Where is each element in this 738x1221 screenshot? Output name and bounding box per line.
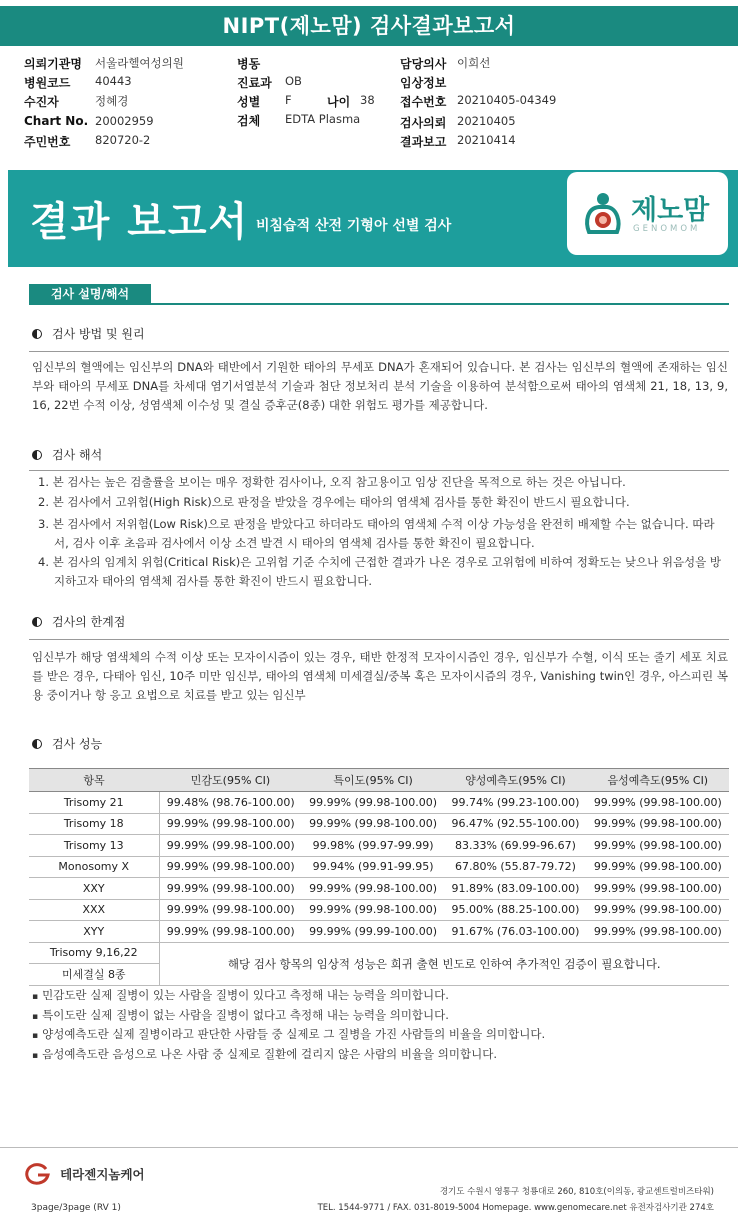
table-cell: 99.99% (99.98-100.00) [159, 856, 302, 878]
table-cell: 67.80% (55.87-79.72) [444, 856, 586, 878]
info-value: F [285, 93, 292, 107]
info-label: 병동 [237, 57, 261, 71]
table-cell: 99.99% (99.98-100.00) [159, 899, 302, 921]
footer-contact: TEL. 1544-9771 / FAX. 031-8019-5004 Homepage. www.genomecare.net 유전자검사기관 274호 [317, 1203, 714, 1213]
table-cell: 99.99% (99.98-100.00) [587, 921, 729, 943]
note-item: ▪ 특이도란 실제 질병이 없는 사람을 질병이 없다고 측정해 내는 능력을 의미합니다. [32, 1006, 728, 1026]
method-text: 임신부의 혈액에는 임신부의 DNA와 태반에서 기원한 태아의 무세포 DNA가 혼재되어 있습니다. 본 검사는 임신부의 혈액에 존재하는 임신부와 태아의 무세포 DNA를 차세대 염기서열분석 기술과 첨단 정보처리 분석 기술을 이용하여 분석함으로써 태아의 염색체 21, 18, 13, 9, 16, 22번 수적 이상, 성염색체 이수성 및 결실 증후군(8종) 대한 위험도 평가를 제공합니다. [32, 360, 728, 412]
genomom-logo [567, 172, 728, 255]
column-header: 민감도(95% CI) [159, 769, 302, 792]
table-cell: 99.99% (99.98-100.00) [302, 792, 444, 814]
list-item: 4. 본 검사의 임계치 위험(Critical Risk)은 고위험 기준 수치에 근접한 결과가 나온 경우로 고위험에 비하여 정확도는 낮으나 위음성을 방지하고자 태아의 염색체 검사를 통한 확진이 반드시 필요합니다. [38, 555, 722, 588]
table-cell: Trisomy 13 [29, 835, 159, 857]
list-item: 2. 본 검사에서 고위험(High Risk)으로 판정을 받았을 경우에는 태아의 염색체 검사를 통한 확진이 반드시 필요합니다. [38, 495, 630, 509]
info-label: 검사의뢰 [400, 116, 447, 130]
company-name: 테라젠지놈케어 [60, 1167, 145, 1182]
result-banner [8, 170, 738, 267]
divider [29, 351, 729, 352]
definition-notes [32, 986, 728, 1064]
column-header: 음성예측도(95% CI) [587, 769, 729, 792]
table-row [29, 835, 729, 857]
theragen-logo-icon [24, 1163, 52, 1185]
section-divider [29, 303, 729, 305]
info-value-age: 38 [360, 93, 375, 107]
list-item: 1. 본 검사는 높은 검출률을 보이는 매우 정확한 검사이나, 오직 참고용이고 임상 진단을 목적으로 하는 것은 아닙니다. [38, 475, 626, 489]
banner-title: 결과 보고서 [30, 199, 250, 245]
half-circle-icon [32, 450, 42, 460]
info-value: 정혜경 [95, 94, 129, 108]
divider [29, 470, 729, 471]
table-cell: Trisomy 21 [29, 792, 159, 814]
table-row [29, 878, 729, 900]
logo-subtext: GENOMOM [633, 224, 701, 234]
table-cell: 99.99% (99.98-100.00) [587, 878, 729, 900]
info-value: 20210405-04349 [457, 93, 557, 107]
info-label: 접수번호 [400, 95, 447, 109]
table-cell: XXX [29, 899, 159, 921]
table-cell: 95.00% (88.25-100.00) [444, 899, 586, 921]
table-header-row [29, 769, 729, 792]
info-value: 20002959 [95, 114, 154, 128]
note-item: ▪ 민감도란 실제 질병이 있는 사람을 질병이 있다고 측정해 내는 능력을 의미합니다. [32, 986, 728, 1006]
table-cell: 99.98% (99.97-99.99) [302, 835, 444, 857]
info-label: Chart No. [24, 114, 89, 128]
limitations-heading: 검사의 한계점 [32, 613, 125, 630]
info-label-age: 나이 [327, 95, 351, 109]
table-row [29, 899, 729, 921]
table-cell: 96.47% (92.55-100.00) [444, 813, 586, 835]
half-circle-icon [32, 739, 42, 749]
performance-table [29, 768, 729, 986]
info-value: 820720-2 [95, 133, 151, 147]
table-row [29, 942, 729, 964]
info-label: 의뢰기관명 [24, 57, 82, 71]
table-cell: 99.99% (99.99-100.00) [302, 921, 444, 943]
list-item: 3. 본 검사에서 저위험(Low Risk)으로 판정을 받았다고 하더라도 태아의 염색체 수적 이상 가능성을 완전히 배제할 수는 없습니다. 따라서, 검사 이후 초음파 검사에서 이상 소견 발견 시 태아의 염색체 검사를 통한 확진이 필요합니다. [38, 517, 715, 550]
column-header: 항목 [29, 769, 159, 792]
info-label: 담당의사 [400, 57, 447, 71]
table-row [29, 856, 729, 878]
table-cell: Monosomy X [29, 856, 159, 878]
table-cell: 83.33% (69.99-96.67) [444, 835, 586, 857]
info-label: 성별 [237, 95, 261, 109]
info-value: 40443 [95, 74, 132, 88]
table-cell: 91.89% (83.09-100.00) [444, 878, 586, 900]
info-value: 20210405 [457, 114, 516, 128]
info-value: OB [285, 74, 302, 88]
report-title: NIPT(제노맘) 검사결과보고서 [0, 6, 738, 46]
table-cell: 99.99% (99.98-100.00) [587, 813, 729, 835]
genomom-mother-icon [583, 192, 623, 236]
page-number: 3page/3page (RV 1) [31, 1203, 121, 1213]
table-cell: 99.99% (99.98-100.00) [587, 792, 729, 814]
table-cell: 99.48% (98.76-100.00) [159, 792, 302, 814]
method-heading: 검사 방법 및 원리 [32, 325, 145, 342]
column-header: 양성예측도(95% CI) [444, 769, 586, 792]
table-cell: 91.67% (76.03-100.00) [444, 921, 586, 943]
info-value: 서울라헬여성의원 [95, 56, 184, 70]
table-cell: Trisomy 18 [29, 813, 159, 835]
logo-text: 제노맘 [631, 195, 710, 226]
table-cell: 99.99% (99.98-100.00) [302, 899, 444, 921]
divider [29, 639, 729, 640]
footer-company-logo [24, 1163, 145, 1187]
table-cell: 99.99% (99.98-100.00) [159, 921, 302, 943]
info-label: 검체 [237, 114, 261, 128]
table-row [29, 792, 729, 814]
footer-divider [0, 1147, 738, 1148]
half-circle-icon [32, 329, 42, 339]
table-cell: 99.99% (99.98-100.00) [302, 813, 444, 835]
table-cell: 99.99% (99.98-100.00) [587, 899, 729, 921]
table-cell: 99.94% (99.91-99.95) [302, 856, 444, 878]
table-cell: 99.99% (99.98-100.00) [587, 835, 729, 857]
half-circle-icon [32, 617, 42, 627]
info-label: 병원코드 [24, 76, 71, 90]
table-cell: 99.99% (99.98-100.00) [159, 878, 302, 900]
table-row [29, 921, 729, 943]
info-value: 이희선 [457, 56, 491, 70]
interpretation-heading: 검사 해석 [32, 446, 102, 463]
section-tab: 검사 설명/해석 [29, 284, 151, 304]
table-cell: 99.99% (99.98-100.00) [587, 856, 729, 878]
info-label: 진료과 [237, 76, 272, 90]
info-value: EDTA Plasma [285, 112, 361, 126]
table-cell: XXY [29, 878, 159, 900]
note-item: ▪ 양성예측도란 실제 질병이라고 판단한 사람들 중 실제로 그 질병을 가진 사람들의 비율을 의미합니다. [32, 1025, 728, 1045]
table-cell: 99.99% (99.98-100.00) [159, 835, 302, 857]
performance-heading: 검사 성능 [32, 735, 102, 752]
limitations-text: 임신부가 해당 염색체의 수적 이상 또는 모자이시즘이 있는 경우, 태반 한정적 모자이시즘인 경우, 임신부가 수혈, 이식 또는 줄기 세포 치료를 받은 경우, 다태아 임신, 10주 미만 임신부, 태아의 염색체 미세결실/중복 혹은 모자이시즘의 경우, Vanishing twin인 경우, 아스피린 복용 중이거나 항 응고 요법으로 치료를 받고 있는 임신부 [32, 650, 728, 702]
table-cell: 99.99% (99.98-100.00) [302, 878, 444, 900]
table-note-cell: 해당 검사 항목의 임상적 성능은 희귀 출현 빈도로 인하여 추가적인 검증이 필요합니다. [159, 942, 729, 985]
table-cell: 미세결실 8종 [29, 964, 159, 986]
note-item: ▪ 음성예측도란 음성으로 나온 사람 중 실제로 질환에 걸리지 않은 사람의 비율을 의미합니다. [32, 1045, 728, 1065]
info-label: 수진자 [24, 95, 59, 109]
info-label: 결과보고 [400, 135, 447, 149]
info-label: 임상정보 [400, 76, 447, 90]
table-row [29, 813, 729, 835]
info-value: 20210414 [457, 133, 516, 147]
table-cell: Trisomy 9,16,22 [29, 942, 159, 964]
table-cell: 99.99% (99.98-100.00) [159, 813, 302, 835]
table-cell: 99.74% (99.23-100.00) [444, 792, 586, 814]
banner-subtitle: 비침습적 산전 기형아 선별 검사 [256, 218, 452, 234]
info-label: 주민번호 [24, 135, 71, 149]
footer-address: 경기도 수원시 영통구 청룡대로 260, 810호(이의동, 광교센트럴비즈타워) [439, 1187, 714, 1197]
table-cell: XYY [29, 921, 159, 943]
column-header: 특이도(95% CI) [302, 769, 444, 792]
